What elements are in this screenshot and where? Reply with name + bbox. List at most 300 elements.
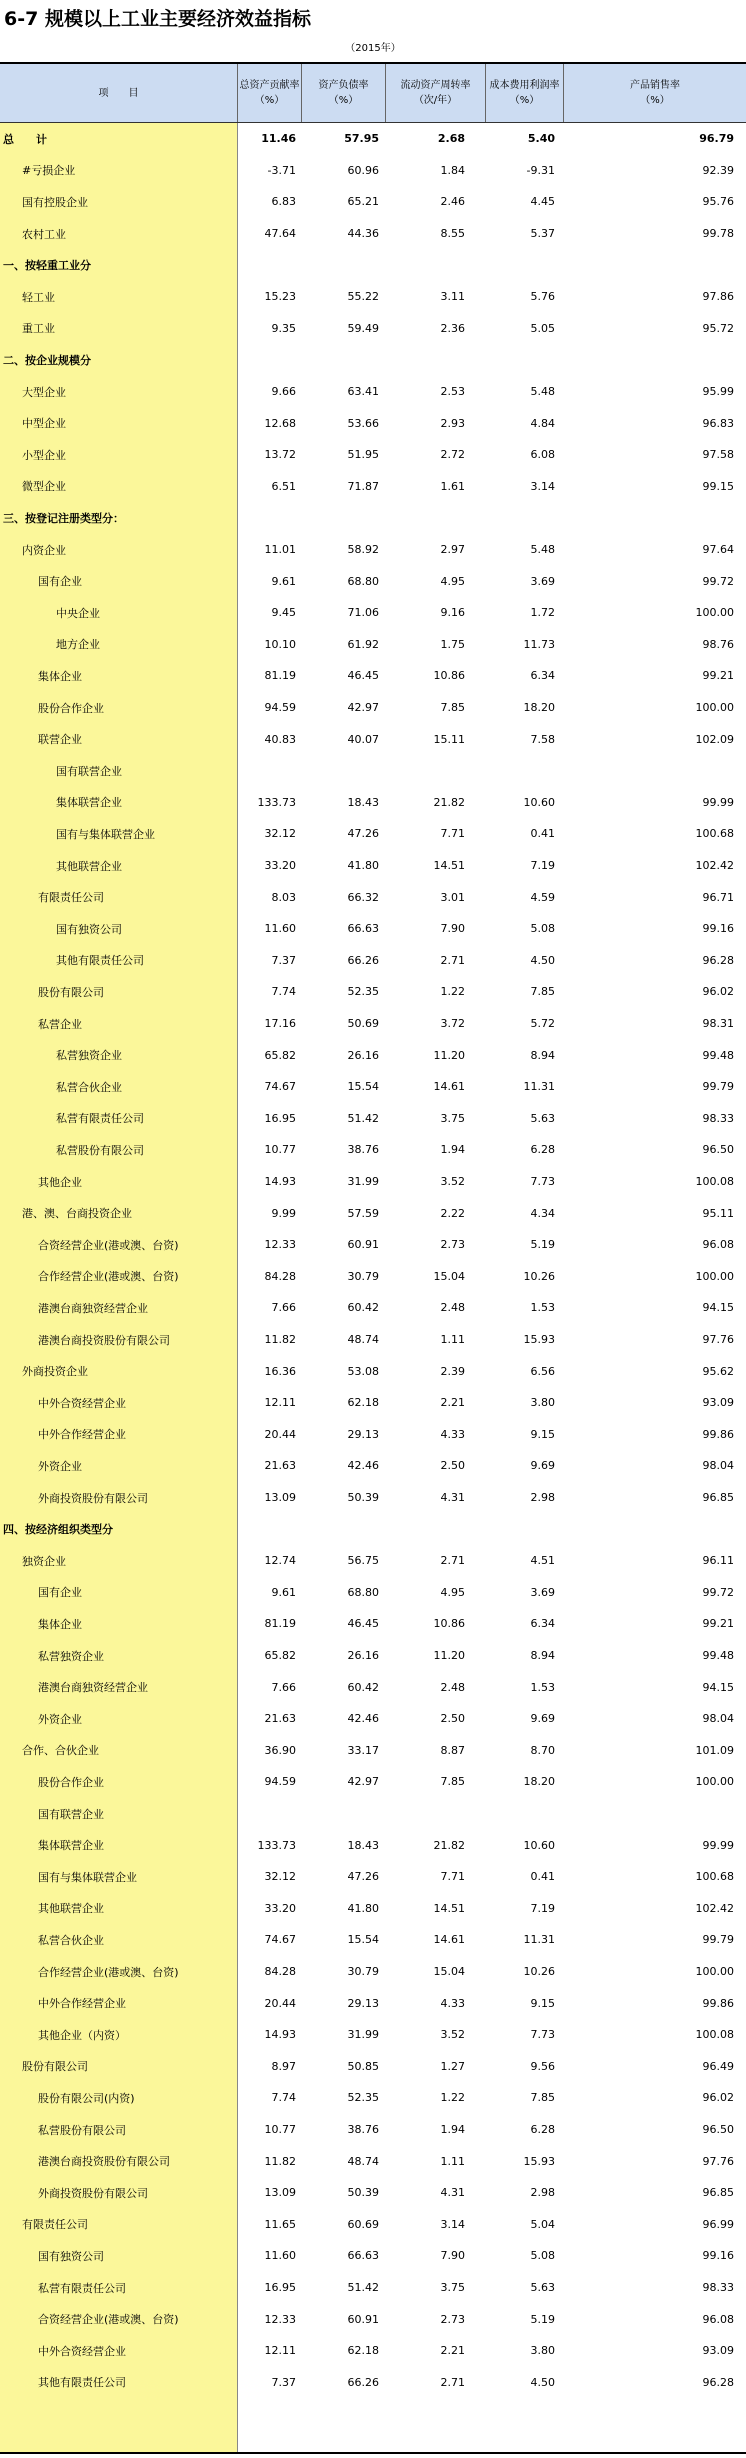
table-row bbox=[0, 407, 746, 439]
value-asset-liability-ratio: 15.54 bbox=[347, 1080, 379, 1094]
value-asset-liability-ratio: 18.43 bbox=[347, 795, 379, 809]
value-total-asset-contribution: 84.28 bbox=[264, 1269, 296, 1283]
value-total-asset-contribution: 7.37 bbox=[271, 953, 296, 967]
value-total-asset-contribution: 81.19 bbox=[264, 669, 296, 683]
row-label: 私营有限责任公司 bbox=[38, 2281, 126, 2295]
value-asset-liability-ratio: 61.92 bbox=[347, 637, 379, 651]
value-current-asset-turnover: 15.04 bbox=[433, 1269, 465, 1283]
value-total-asset-contribution: 6.51 bbox=[271, 479, 296, 493]
value-asset-liability-ratio: 62.18 bbox=[347, 1396, 379, 1410]
value-current-asset-turnover: 8.55 bbox=[440, 227, 465, 241]
row-label: 股份合作企业 bbox=[38, 701, 104, 715]
table-row bbox=[0, 1166, 746, 1198]
table-row bbox=[0, 565, 746, 597]
row-label: 轻工业 bbox=[22, 290, 55, 304]
row-label: 合资经营企业(港或澳、台资) bbox=[38, 1238, 179, 1252]
row-label: 私营合伙企业 bbox=[56, 1080, 122, 1094]
value-total-asset-contribution: 14.93 bbox=[264, 2028, 296, 2042]
value-total-asset-contribution: 47.64 bbox=[264, 227, 296, 241]
table-row bbox=[0, 2114, 746, 2146]
value-sales-ratio bbox=[634, 755, 734, 787]
table-row bbox=[0, 249, 746, 281]
value-current-asset-turnover: 2.21 bbox=[440, 1396, 465, 1410]
value-asset-liability-ratio: 68.80 bbox=[347, 574, 379, 588]
value-cost-profit-ratio: 8.70 bbox=[530, 1743, 555, 1757]
value-cost-profit-ratio: 5.19 bbox=[530, 1238, 555, 1252]
row-label: 港澳台商独资经营企业 bbox=[38, 1681, 148, 1695]
table-row bbox=[0, 2082, 746, 2114]
table-row bbox=[0, 2303, 746, 2335]
row-label: 港澳台商独资经营企业 bbox=[38, 1301, 148, 1315]
row-label: 地方企业 bbox=[56, 638, 100, 652]
value-sales-ratio: 99.72 bbox=[702, 1585, 734, 1599]
value-current-asset-turnover: 3.11 bbox=[440, 290, 465, 304]
value-sales-ratio: 97.86 bbox=[702, 290, 734, 304]
row-label: 农村工业 bbox=[22, 227, 66, 241]
value-total-asset-contribution: 12.33 bbox=[264, 1238, 296, 1252]
row-label: 微型企业 bbox=[22, 480, 66, 494]
value-sales-ratio: 100.00 bbox=[695, 1775, 734, 1789]
row-label: 外商投资股份有限公司 bbox=[38, 1491, 148, 1505]
value-cost-profit-ratio: 18.20 bbox=[523, 1775, 555, 1789]
table-row bbox=[0, 1577, 746, 1609]
value-asset-liability-ratio: 65.21 bbox=[347, 195, 379, 209]
value-cost-profit-ratio: 0.41 bbox=[530, 827, 555, 841]
table-row bbox=[0, 376, 746, 408]
value-asset-liability-ratio: 38.76 bbox=[347, 1143, 379, 1157]
value-current-asset-turnover: 3.52 bbox=[440, 1175, 465, 1189]
table-row bbox=[0, 1703, 746, 1735]
row-label: 集体联营企业 bbox=[38, 1839, 104, 1853]
table-row bbox=[0, 313, 746, 345]
value-asset-liability-ratio: 53.08 bbox=[347, 1364, 379, 1378]
value-cost-profit-ratio bbox=[455, 344, 555, 376]
value-asset-liability-ratio: 71.87 bbox=[347, 479, 379, 493]
value-cost-profit-ratio: -9.31 bbox=[526, 163, 555, 177]
value-sales-ratio: 96.99 bbox=[702, 2217, 734, 2231]
value-current-asset-turnover: 2.22 bbox=[440, 1206, 465, 1220]
value-total-asset-contribution: 13.09 bbox=[264, 1491, 296, 1505]
value-current-asset-turnover: 2.71 bbox=[440, 1554, 465, 1568]
value-total-asset-contribution: 10.10 bbox=[264, 637, 296, 651]
value-total-asset-contribution: 14.93 bbox=[264, 1175, 296, 1189]
row-label: 有限责任公司 bbox=[38, 891, 104, 905]
row-label: 股份有限公司 bbox=[22, 2060, 88, 2074]
row-label: 国有企业 bbox=[38, 575, 82, 589]
value-current-asset-turnover: 1.94 bbox=[440, 2123, 465, 2137]
value-cost-profit-ratio: 3.14 bbox=[530, 479, 555, 493]
table-row bbox=[0, 1924, 746, 1956]
value-current-asset-turnover: 1.75 bbox=[440, 637, 465, 651]
value-cost-profit-ratio: 11.31 bbox=[523, 1933, 555, 1947]
value-cost-profit-ratio: 5.48 bbox=[530, 385, 555, 399]
table-row bbox=[0, 1766, 746, 1798]
row-label: 私营合伙企业 bbox=[38, 1933, 104, 1947]
value-cost-profit-ratio: 7.73 bbox=[530, 1175, 555, 1189]
value-current-asset-turnover: 2.36 bbox=[440, 321, 465, 335]
value-total-asset-contribution: 12.74 bbox=[264, 1554, 296, 1568]
value-sales-ratio: 99.48 bbox=[702, 1649, 734, 1663]
value-sales-ratio: 99.78 bbox=[702, 227, 734, 241]
value-asset-liability-ratio bbox=[279, 755, 379, 787]
value-sales-ratio: 96.02 bbox=[702, 985, 734, 999]
value-total-asset-contribution: 9.61 bbox=[271, 574, 296, 588]
value-cost-profit-ratio: 18.20 bbox=[523, 701, 555, 715]
value-current-asset-turnover: 2.93 bbox=[440, 416, 465, 430]
value-total-asset-contribution: 36.90 bbox=[264, 1743, 296, 1757]
table-row bbox=[0, 218, 746, 250]
row-label: 内资企业 bbox=[22, 543, 66, 557]
value-current-asset-turnover: 11.20 bbox=[433, 1048, 465, 1062]
row-label: 中外合资经营企业 bbox=[38, 1396, 126, 1410]
value-sales-ratio bbox=[634, 1798, 734, 1830]
value-sales-ratio: 96.85 bbox=[702, 1491, 734, 1505]
table-row bbox=[0, 723, 746, 755]
value-current-asset-turnover: 4.95 bbox=[440, 1585, 465, 1599]
value-cost-profit-ratio: 0.41 bbox=[530, 1870, 555, 1884]
value-current-asset-turnover: 3.72 bbox=[440, 1017, 465, 1031]
value-current-asset-turnover bbox=[365, 1798, 465, 1830]
value-asset-liability-ratio: 60.42 bbox=[347, 1680, 379, 1694]
value-sales-ratio: 96.79 bbox=[699, 132, 734, 146]
value-total-asset-contribution: 11.65 bbox=[264, 2217, 296, 2231]
table-row bbox=[0, 1450, 746, 1482]
value-current-asset-turnover: 3.75 bbox=[440, 2281, 465, 2295]
value-current-asset-turnover bbox=[365, 249, 465, 281]
value-total-asset-contribution: 7.66 bbox=[271, 1301, 296, 1315]
value-asset-liability-ratio: 66.63 bbox=[347, 2249, 379, 2263]
value-cost-profit-ratio: 9.56 bbox=[530, 2059, 555, 2073]
value-asset-liability-ratio: 29.13 bbox=[347, 1996, 379, 2010]
value-cost-profit-ratio: 5.05 bbox=[530, 321, 555, 335]
value-sales-ratio: 93.09 bbox=[702, 1396, 734, 1410]
row-label: 有限责任公司 bbox=[22, 2218, 88, 2232]
row-label: 其他联营企业 bbox=[38, 1902, 104, 1916]
row-label: 中外合作经营企业 bbox=[38, 1428, 126, 1442]
table-row bbox=[0, 471, 746, 503]
row-label: 国有独资公司 bbox=[38, 2249, 104, 2263]
value-sales-ratio: 100.00 bbox=[695, 701, 734, 715]
value-cost-profit-ratio: 8.94 bbox=[530, 1649, 555, 1663]
value-current-asset-turnover: 4.31 bbox=[440, 2186, 465, 2200]
table-row bbox=[0, 1071, 746, 1103]
value-cost-profit-ratio: 5.72 bbox=[530, 1017, 555, 1031]
table-row bbox=[0, 1861, 746, 1893]
value-current-asset-turnover: 4.33 bbox=[440, 1427, 465, 1441]
value-sales-ratio: 99.21 bbox=[702, 669, 734, 683]
value-sales-ratio: 92.39 bbox=[702, 163, 734, 177]
value-asset-liability-ratio: 46.45 bbox=[347, 669, 379, 683]
table-row bbox=[0, 502, 746, 534]
value-total-asset-contribution: 84.28 bbox=[264, 1965, 296, 1979]
value-current-asset-turnover: 2.73 bbox=[440, 1238, 465, 1252]
value-total-asset-contribution: 11.82 bbox=[264, 2154, 296, 2168]
table-row bbox=[0, 2177, 746, 2209]
value-cost-profit-ratio: 4.84 bbox=[530, 416, 555, 430]
row-label: 外资企业 bbox=[38, 1459, 82, 1473]
row-label: 外资企业 bbox=[38, 1712, 82, 1726]
row-label: 外商投资企业 bbox=[22, 1365, 88, 1379]
value-current-asset-turnover: 2.53 bbox=[440, 385, 465, 399]
value-current-asset-turnover: 1.61 bbox=[440, 479, 465, 493]
value-current-asset-turnover: 1.22 bbox=[440, 985, 465, 999]
value-asset-liability-ratio: 31.99 bbox=[347, 1175, 379, 1189]
value-sales-ratio bbox=[634, 502, 734, 534]
value-total-asset-contribution: 21.63 bbox=[264, 1712, 296, 1726]
value-asset-liability-ratio: 66.32 bbox=[347, 890, 379, 904]
table-row bbox=[0, 534, 746, 566]
value-current-asset-turnover: 1.11 bbox=[440, 2154, 465, 2168]
table-row bbox=[0, 945, 746, 977]
value-total-asset-contribution: 10.77 bbox=[264, 2123, 296, 2137]
value-total-asset-contribution: 11.01 bbox=[264, 543, 296, 557]
value-current-asset-turnover: 1.94 bbox=[440, 1143, 465, 1157]
value-total-asset-contribution: 12.11 bbox=[264, 2344, 296, 2358]
value-current-asset-turnover: 2.39 bbox=[440, 1364, 465, 1378]
value-current-asset-turnover: 3.01 bbox=[440, 890, 465, 904]
value-total-asset-contribution: 11.60 bbox=[264, 2249, 296, 2263]
value-asset-liability-ratio: 29.13 bbox=[347, 1427, 379, 1441]
value-sales-ratio: 98.33 bbox=[702, 2281, 734, 2295]
table-row bbox=[0, 818, 746, 850]
value-asset-liability-ratio: 66.63 bbox=[347, 922, 379, 936]
value-cost-profit-ratio bbox=[455, 1798, 555, 1830]
table-row bbox=[0, 2272, 746, 2304]
table-row bbox=[0, 155, 746, 187]
value-asset-liability-ratio: 56.75 bbox=[347, 1554, 379, 1568]
row-label: 其他联营企业 bbox=[56, 859, 122, 873]
row-label: 中外合资经营企业 bbox=[38, 2344, 126, 2358]
value-cost-profit-ratio: 4.34 bbox=[530, 1206, 555, 1220]
value-cost-profit-ratio: 4.50 bbox=[530, 953, 555, 967]
row-label: 大型企业 bbox=[22, 385, 66, 399]
value-sales-ratio: 100.08 bbox=[695, 2028, 734, 2042]
value-cost-profit-ratio: 7.85 bbox=[530, 985, 555, 999]
value-cost-profit-ratio: 9.15 bbox=[530, 1427, 555, 1441]
table-row bbox=[0, 1640, 746, 1672]
value-total-asset-contribution: 16.95 bbox=[264, 2281, 296, 2295]
value-total-asset-contribution: 7.74 bbox=[271, 985, 296, 999]
value-cost-profit-ratio: 5.08 bbox=[530, 922, 555, 936]
row-label: 合作、合伙企业 bbox=[22, 1744, 99, 1758]
value-current-asset-turnover: 1.27 bbox=[440, 2059, 465, 2073]
row-label: 其他企业 bbox=[38, 1175, 82, 1189]
value-asset-liability-ratio: 15.54 bbox=[347, 1933, 379, 1947]
row-label: 股份有限公司 bbox=[38, 985, 104, 999]
value-asset-liability-ratio: 42.46 bbox=[347, 1712, 379, 1726]
value-sales-ratio: 97.76 bbox=[702, 1333, 734, 1347]
value-asset-liability-ratio: 51.95 bbox=[347, 448, 379, 462]
value-current-asset-turnover bbox=[365, 344, 465, 376]
header-cost-profit-ratio: 成本费用利润率 （%） bbox=[489, 80, 560, 106]
value-asset-liability-ratio bbox=[279, 249, 379, 281]
value-sales-ratio: 95.11 bbox=[702, 1206, 734, 1220]
value-total-asset-contribution: 10.77 bbox=[264, 1143, 296, 1157]
value-current-asset-turnover: 15.11 bbox=[433, 732, 465, 746]
value-current-asset-turnover: 2.71 bbox=[440, 2375, 465, 2389]
value-current-asset-turnover: 9.16 bbox=[440, 606, 465, 620]
value-current-asset-turnover bbox=[365, 1513, 465, 1545]
value-current-asset-turnover: 1.84 bbox=[440, 163, 465, 177]
row-label: 国有控股企业 bbox=[22, 195, 88, 209]
value-asset-liability-ratio bbox=[279, 1798, 379, 1830]
value-current-asset-turnover: 1.11 bbox=[440, 1333, 465, 1347]
value-total-asset-contribution: 11.82 bbox=[264, 1333, 296, 1347]
row-label: 联营企业 bbox=[38, 733, 82, 747]
value-cost-profit-ratio: 6.34 bbox=[530, 1617, 555, 1631]
value-asset-liability-ratio: 18.43 bbox=[347, 1838, 379, 1852]
value-cost-profit-ratio: 5.63 bbox=[530, 1111, 555, 1125]
value-total-asset-contribution: 11.60 bbox=[264, 922, 296, 936]
header-sales-ratio: 产品销售率 （%） bbox=[630, 80, 680, 106]
value-cost-profit-ratio: 10.60 bbox=[523, 795, 555, 809]
value-current-asset-turnover: 2.50 bbox=[440, 1712, 465, 1726]
value-cost-profit-ratio bbox=[455, 502, 555, 534]
value-sales-ratio: 100.08 bbox=[695, 1175, 734, 1189]
value-total-asset-contribution: -3.71 bbox=[267, 163, 296, 177]
row-label: 其他有限责任公司 bbox=[56, 954, 144, 968]
row-label: 集体企业 bbox=[38, 1617, 82, 1631]
value-current-asset-turnover: 4.95 bbox=[440, 574, 465, 588]
table-row bbox=[0, 1103, 746, 1135]
value-asset-liability-ratio: 71.06 bbox=[347, 606, 379, 620]
value-asset-liability-ratio: 55.22 bbox=[347, 290, 379, 304]
value-total-asset-contribution: 7.66 bbox=[271, 1680, 296, 1694]
table-row bbox=[0, 755, 746, 787]
value-total-asset-contribution: 7.74 bbox=[271, 2091, 296, 2105]
value-asset-liability-ratio: 33.17 bbox=[347, 1743, 379, 1757]
table-row bbox=[0, 850, 746, 882]
value-sales-ratio: 98.33 bbox=[702, 1111, 734, 1125]
value-asset-liability-ratio: 40.07 bbox=[347, 732, 379, 746]
value-sales-ratio: 94.15 bbox=[702, 1680, 734, 1694]
value-sales-ratio: 99.99 bbox=[702, 1838, 734, 1852]
value-current-asset-turnover: 4.33 bbox=[440, 1996, 465, 2010]
value-asset-liability-ratio: 42.97 bbox=[347, 701, 379, 715]
table-row bbox=[0, 1545, 746, 1577]
value-total-asset-contribution: 15.23 bbox=[264, 290, 296, 304]
value-current-asset-turnover: 3.14 bbox=[440, 2217, 465, 2231]
table-row bbox=[0, 1355, 746, 1387]
value-current-asset-turnover: 3.75 bbox=[440, 1111, 465, 1125]
value-total-asset-contribution: 16.95 bbox=[264, 1111, 296, 1125]
row-label: 三、按登记注册类型分： bbox=[3, 511, 124, 525]
table-row bbox=[0, 2240, 746, 2272]
value-total-asset-contribution: 81.19 bbox=[264, 1617, 296, 1631]
value-asset-liability-ratio: 41.80 bbox=[347, 1901, 379, 1915]
value-asset-liability-ratio: 50.39 bbox=[347, 2186, 379, 2200]
value-total-asset-contribution: 33.20 bbox=[264, 1901, 296, 1915]
value-sales-ratio: 99.16 bbox=[702, 922, 734, 936]
value-current-asset-turnover: 14.61 bbox=[433, 1080, 465, 1094]
value-current-asset-turnover: 21.82 bbox=[433, 1838, 465, 1852]
value-asset-liability-ratio: 42.46 bbox=[347, 1459, 379, 1473]
header-total-asset-contribution: 总资产贡献率 （%） bbox=[239, 80, 300, 106]
value-cost-profit-ratio: 2.98 bbox=[530, 2186, 555, 2200]
row-label: 其他有限责任公司 bbox=[38, 2376, 126, 2390]
value-asset-liability-ratio: 52.35 bbox=[347, 985, 379, 999]
value-cost-profit-ratio: 10.26 bbox=[523, 1965, 555, 1979]
value-asset-liability-ratio: 48.74 bbox=[347, 1333, 379, 1347]
value-cost-profit-ratio: 4.59 bbox=[530, 890, 555, 904]
value-current-asset-turnover: 7.71 bbox=[440, 827, 465, 841]
value-sales-ratio: 93.09 bbox=[702, 2344, 734, 2358]
table-row bbox=[0, 1798, 746, 1830]
value-cost-profit-ratio: 3.69 bbox=[530, 1585, 555, 1599]
value-sales-ratio: 97.76 bbox=[702, 2154, 734, 2168]
value-sales-ratio: 102.42 bbox=[695, 859, 734, 873]
row-label: 国有联营企业 bbox=[56, 764, 122, 778]
row-label: 四、按经济组织类型分 bbox=[3, 1523, 113, 1537]
value-asset-liability-ratio: 63.41 bbox=[347, 385, 379, 399]
value-total-asset-contribution: 9.45 bbox=[271, 606, 296, 620]
value-sales-ratio: 99.16 bbox=[702, 2249, 734, 2263]
value-cost-profit-ratio: 7.85 bbox=[530, 2091, 555, 2105]
value-sales-ratio bbox=[634, 249, 734, 281]
value-total-asset-contribution: 6.83 bbox=[271, 195, 296, 209]
value-cost-profit-ratio: 4.51 bbox=[530, 1554, 555, 1568]
value-cost-profit-ratio: 15.93 bbox=[523, 1333, 555, 1347]
value-cost-profit-ratio: 7.58 bbox=[530, 732, 555, 746]
value-total-asset-contribution: 40.83 bbox=[264, 732, 296, 746]
value-cost-profit-ratio: 8.94 bbox=[530, 1048, 555, 1062]
row-label: 合作经营企业(港或澳、台资) bbox=[38, 1965, 179, 1979]
value-asset-liability-ratio: 30.79 bbox=[347, 1269, 379, 1283]
value-sales-ratio: 100.00 bbox=[695, 1965, 734, 1979]
value-sales-ratio: 99.79 bbox=[702, 1933, 734, 1947]
value-sales-ratio: 99.86 bbox=[702, 1427, 734, 1441]
value-asset-liability-ratio: 62.18 bbox=[347, 2344, 379, 2358]
value-total-asset-contribution: 65.82 bbox=[264, 1048, 296, 1062]
value-cost-profit-ratio: 11.73 bbox=[523, 637, 555, 651]
value-sales-ratio: 98.31 bbox=[702, 1017, 734, 1031]
value-asset-liability-ratio: 42.97 bbox=[347, 1775, 379, 1789]
value-total-asset-contribution: 12.68 bbox=[264, 416, 296, 430]
value-sales-ratio: 95.99 bbox=[702, 385, 734, 399]
value-cost-profit-ratio: 1.53 bbox=[530, 1680, 555, 1694]
value-asset-liability-ratio: 60.96 bbox=[347, 163, 379, 177]
value-asset-liability-ratio: 60.91 bbox=[347, 1238, 379, 1252]
table-row bbox=[0, 2367, 746, 2399]
value-cost-profit-ratio: 3.69 bbox=[530, 574, 555, 588]
value-asset-liability-ratio: 60.91 bbox=[347, 2312, 379, 2326]
table-row bbox=[0, 597, 746, 629]
value-total-asset-contribution: 133.73 bbox=[257, 795, 296, 809]
value-sales-ratio: 96.50 bbox=[702, 2123, 734, 2137]
row-label: 私营独资企业 bbox=[38, 1649, 104, 1663]
value-sales-ratio: 96.49 bbox=[702, 2059, 734, 2073]
value-current-asset-turnover bbox=[365, 755, 465, 787]
value-asset-liability-ratio: 51.42 bbox=[347, 2281, 379, 2295]
table-row bbox=[0, 1987, 746, 2019]
value-asset-liability-ratio: 48.74 bbox=[347, 2154, 379, 2168]
value-cost-profit-ratio: 1.72 bbox=[530, 606, 555, 620]
table-row bbox=[0, 1134, 746, 1166]
value-sales-ratio: 102.42 bbox=[695, 1901, 734, 1915]
value-cost-profit-ratio: 5.63 bbox=[530, 2281, 555, 2295]
row-label: 二、按企业规模分 bbox=[3, 353, 91, 367]
value-sales-ratio: 95.76 bbox=[702, 195, 734, 209]
value-total-asset-contribution: 21.63 bbox=[264, 1459, 296, 1473]
value-cost-profit-ratio bbox=[455, 755, 555, 787]
row-label: 中外合作经营企业 bbox=[38, 1997, 126, 2011]
row-label: 外商投资股份有限公司 bbox=[38, 2186, 148, 2200]
value-sales-ratio: 100.00 bbox=[695, 606, 734, 620]
row-label: 私营股份有限公司 bbox=[38, 2123, 126, 2137]
value-sales-ratio: 99.86 bbox=[702, 1996, 734, 2010]
value-sales-ratio: 96.02 bbox=[702, 2091, 734, 2105]
value-cost-profit-ratio: 5.76 bbox=[530, 290, 555, 304]
